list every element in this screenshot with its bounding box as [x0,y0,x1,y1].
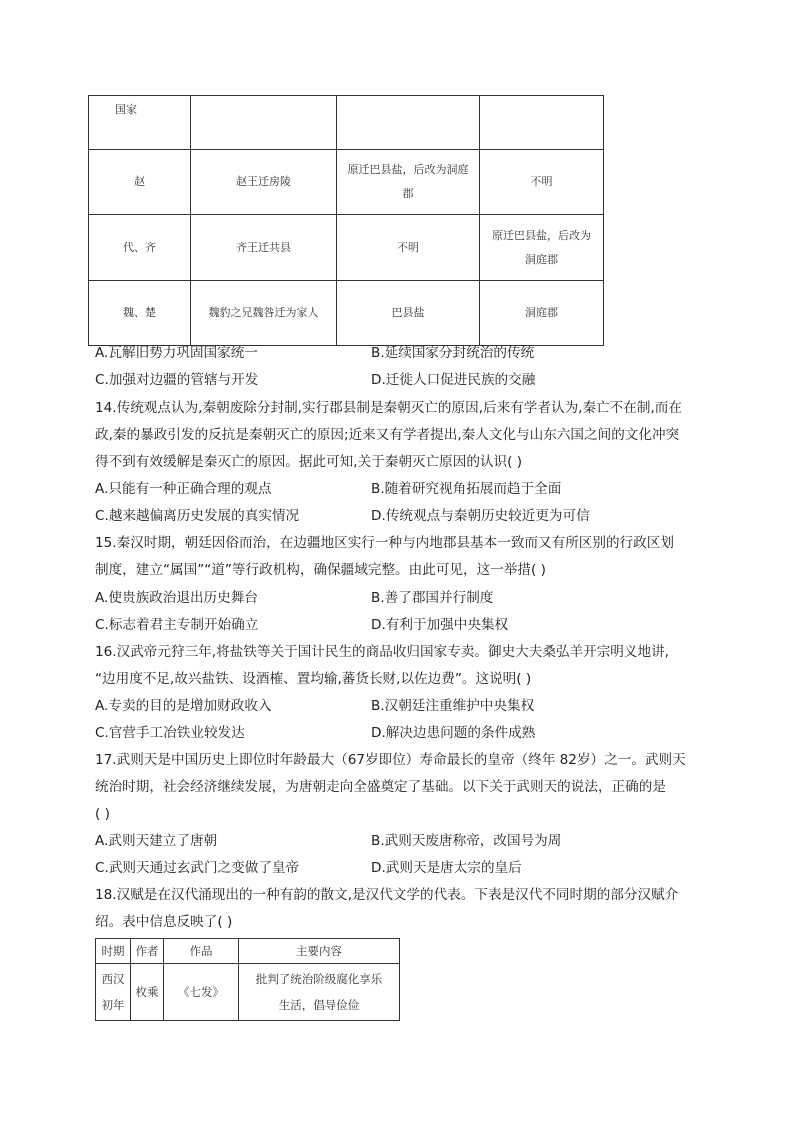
period-line-2: 初年 [101,998,125,1012]
q16-stem-line-2: “边用度不足,故兴盐铁、设酒榷、置均输,蕃货长财,以佐边费”。这说明( ) [95,671,532,687]
table-cell: 洞庭郡 [480,281,604,346]
q18-stem-line-2: 绍。表中信息反映了( ) [95,914,233,930]
q17-option-a[interactable]: A.武则天建立了唐朝 [95,833,218,849]
q17-stem-line-3: ( ) [95,806,110,822]
table-cell [239,964,400,1021]
q13-option-b[interactable]: B.延续国家分封统治的传统 [371,345,535,361]
q14-option-d[interactable]: D.传统观点与秦朝历史较近更为可信 [371,508,590,524]
q17-option-d[interactable]: D.武则天是唐太宗的皇后 [371,860,522,876]
header-cell: 时期 [96,939,131,964]
q14-stem-line-2: 政,秦的暴政引发的反抗是秦朝灭亡的原因;近来又有学者提出,秦人文化与山东六国之间的文化冲突 [95,427,680,443]
q15-option-b[interactable]: B.善了郡国并行制度 [371,590,494,606]
table-cell: 齐王迁共县 [191,215,337,281]
header-cell: 作品 [164,939,239,964]
table-row [89,150,604,215]
content-line-1: 批判了统治阶级腐化享乐 [255,972,383,986]
q17-option-b[interactable]: B.武则天废唐称帝，改国号为周 [371,833,562,849]
table-cell: 枚乘 [131,964,164,1021]
table-cell: 原迁巴县盐，后改为洞庭郡 [480,215,604,281]
q15-stem-line-1: 15.秦汉时期，朝廷因俗而治，在边疆地区实行一种与内地郡县基本一致而又有所区别的行政区划 [95,535,674,551]
table-header-row [96,939,400,964]
q13-option-d[interactable]: D.迁徙人口促进民族的交融 [371,372,536,388]
table-cell [480,96,604,150]
table-cell: 赵王迁房陵 [191,150,337,215]
table-cell [191,96,337,150]
table-cell: 不明 [480,150,604,215]
header-cell: 主要内容 [239,939,400,964]
table-cell: 《七发》 [164,964,239,1021]
q15-option-d[interactable]: D.有利于加强中央集权 [371,617,509,633]
table-row [89,281,604,346]
content-line-2: 生活，倡导俭俭 [278,998,360,1012]
q15-stem-line-2: 制度，建立“属国”“道”等行政机构，确保疆域完整。由此可见，这一举措( ) [95,562,546,578]
table-cell: 不明 [337,215,480,281]
header-cell: 作者 [131,939,164,964]
table-cell: 魏、楚 [89,281,191,346]
table-cell: 国家 [89,96,191,150]
q17-option-c[interactable]: C.武则天通过玄武门之变做了皇帝 [95,860,300,876]
table-cell [337,96,480,150]
table-cell [96,964,131,1021]
q15-option-a[interactable]: A.使贵族政治退出历史舞台 [95,590,258,606]
q13-option-a[interactable]: A.瓦解旧势力巩固国家统一 [95,345,258,361]
q16-stem-line-1: 16.汉武帝元狩三年,将盐铁等关于国计民生的商品收归国家专卖。御史大夫桑弘羊开宗明义地讲, [95,644,670,660]
q14-stem-line-1: 14.传统观点认为,秦朝废除分封制,实行郡县制是秦朝灭亡的原因,后来有学者认为,秦亡不在制,而在 [95,400,682,416]
q14-stem-line-3: 得不到有效缓解是秦灭亡的原因。据此可知,关于秦朝灭亡原因的认识( ) [95,454,523,470]
table-cell: 巴县盐 [337,281,480,346]
q16-option-a[interactable]: A.专卖的目的是增加财政收入 [95,698,272,714]
q17-stem-line-2: 统治时期，社会经济继续发展，为唐朝走向全盛奠定了基础。以下关于武则天的说法，正确的是 [95,779,666,795]
q17-stem-line-1: 17.武则天是中国历史上即位时年龄最大（67岁即位）寿命最长的皇帝（终年 82岁）之一。武则天 [95,752,686,768]
table-cell: 魏豹之兄魏咎迁为家人 [191,281,337,346]
table-cell: 原迁巴县盐，后改为洞庭郡 [337,150,480,215]
q14-option-c[interactable]: C.越来越偏离历史发展的真实情况 [95,508,300,524]
table-row [96,964,400,1021]
table-cell: 代、齐 [89,215,191,281]
table-cell: 赵 [89,150,191,215]
table-row [89,96,604,150]
q16-option-c[interactable]: C.官营手工冶铁业较发达 [95,725,245,741]
q16-option-b[interactable]: B.汉朝廷注重维护中央集权 [371,698,535,714]
table-row [89,215,604,281]
migration-table [88,95,604,346]
q16-option-d[interactable]: D.解决边患问题的条件成熟 [371,725,536,741]
period-line-1: 西汉 [101,972,125,986]
q13-option-c[interactable]: C.加强对边疆的管辖与开发 [95,372,259,388]
q15-option-c[interactable]: C.标志着君主专制开始确立 [95,617,259,633]
q14-option-b[interactable]: B.随着研究视角拓展而趋于全面 [371,481,562,497]
han-fu-table [95,938,400,1021]
q18-stem-line-1: 18.汉赋是在汉代涌现出的一种有韵的散文,是汉代文学的代表。下表是汉代不同时期的部分汉赋介 [95,887,679,903]
q14-option-a[interactable]: A.只能有一种正确合理的观点 [95,481,272,497]
